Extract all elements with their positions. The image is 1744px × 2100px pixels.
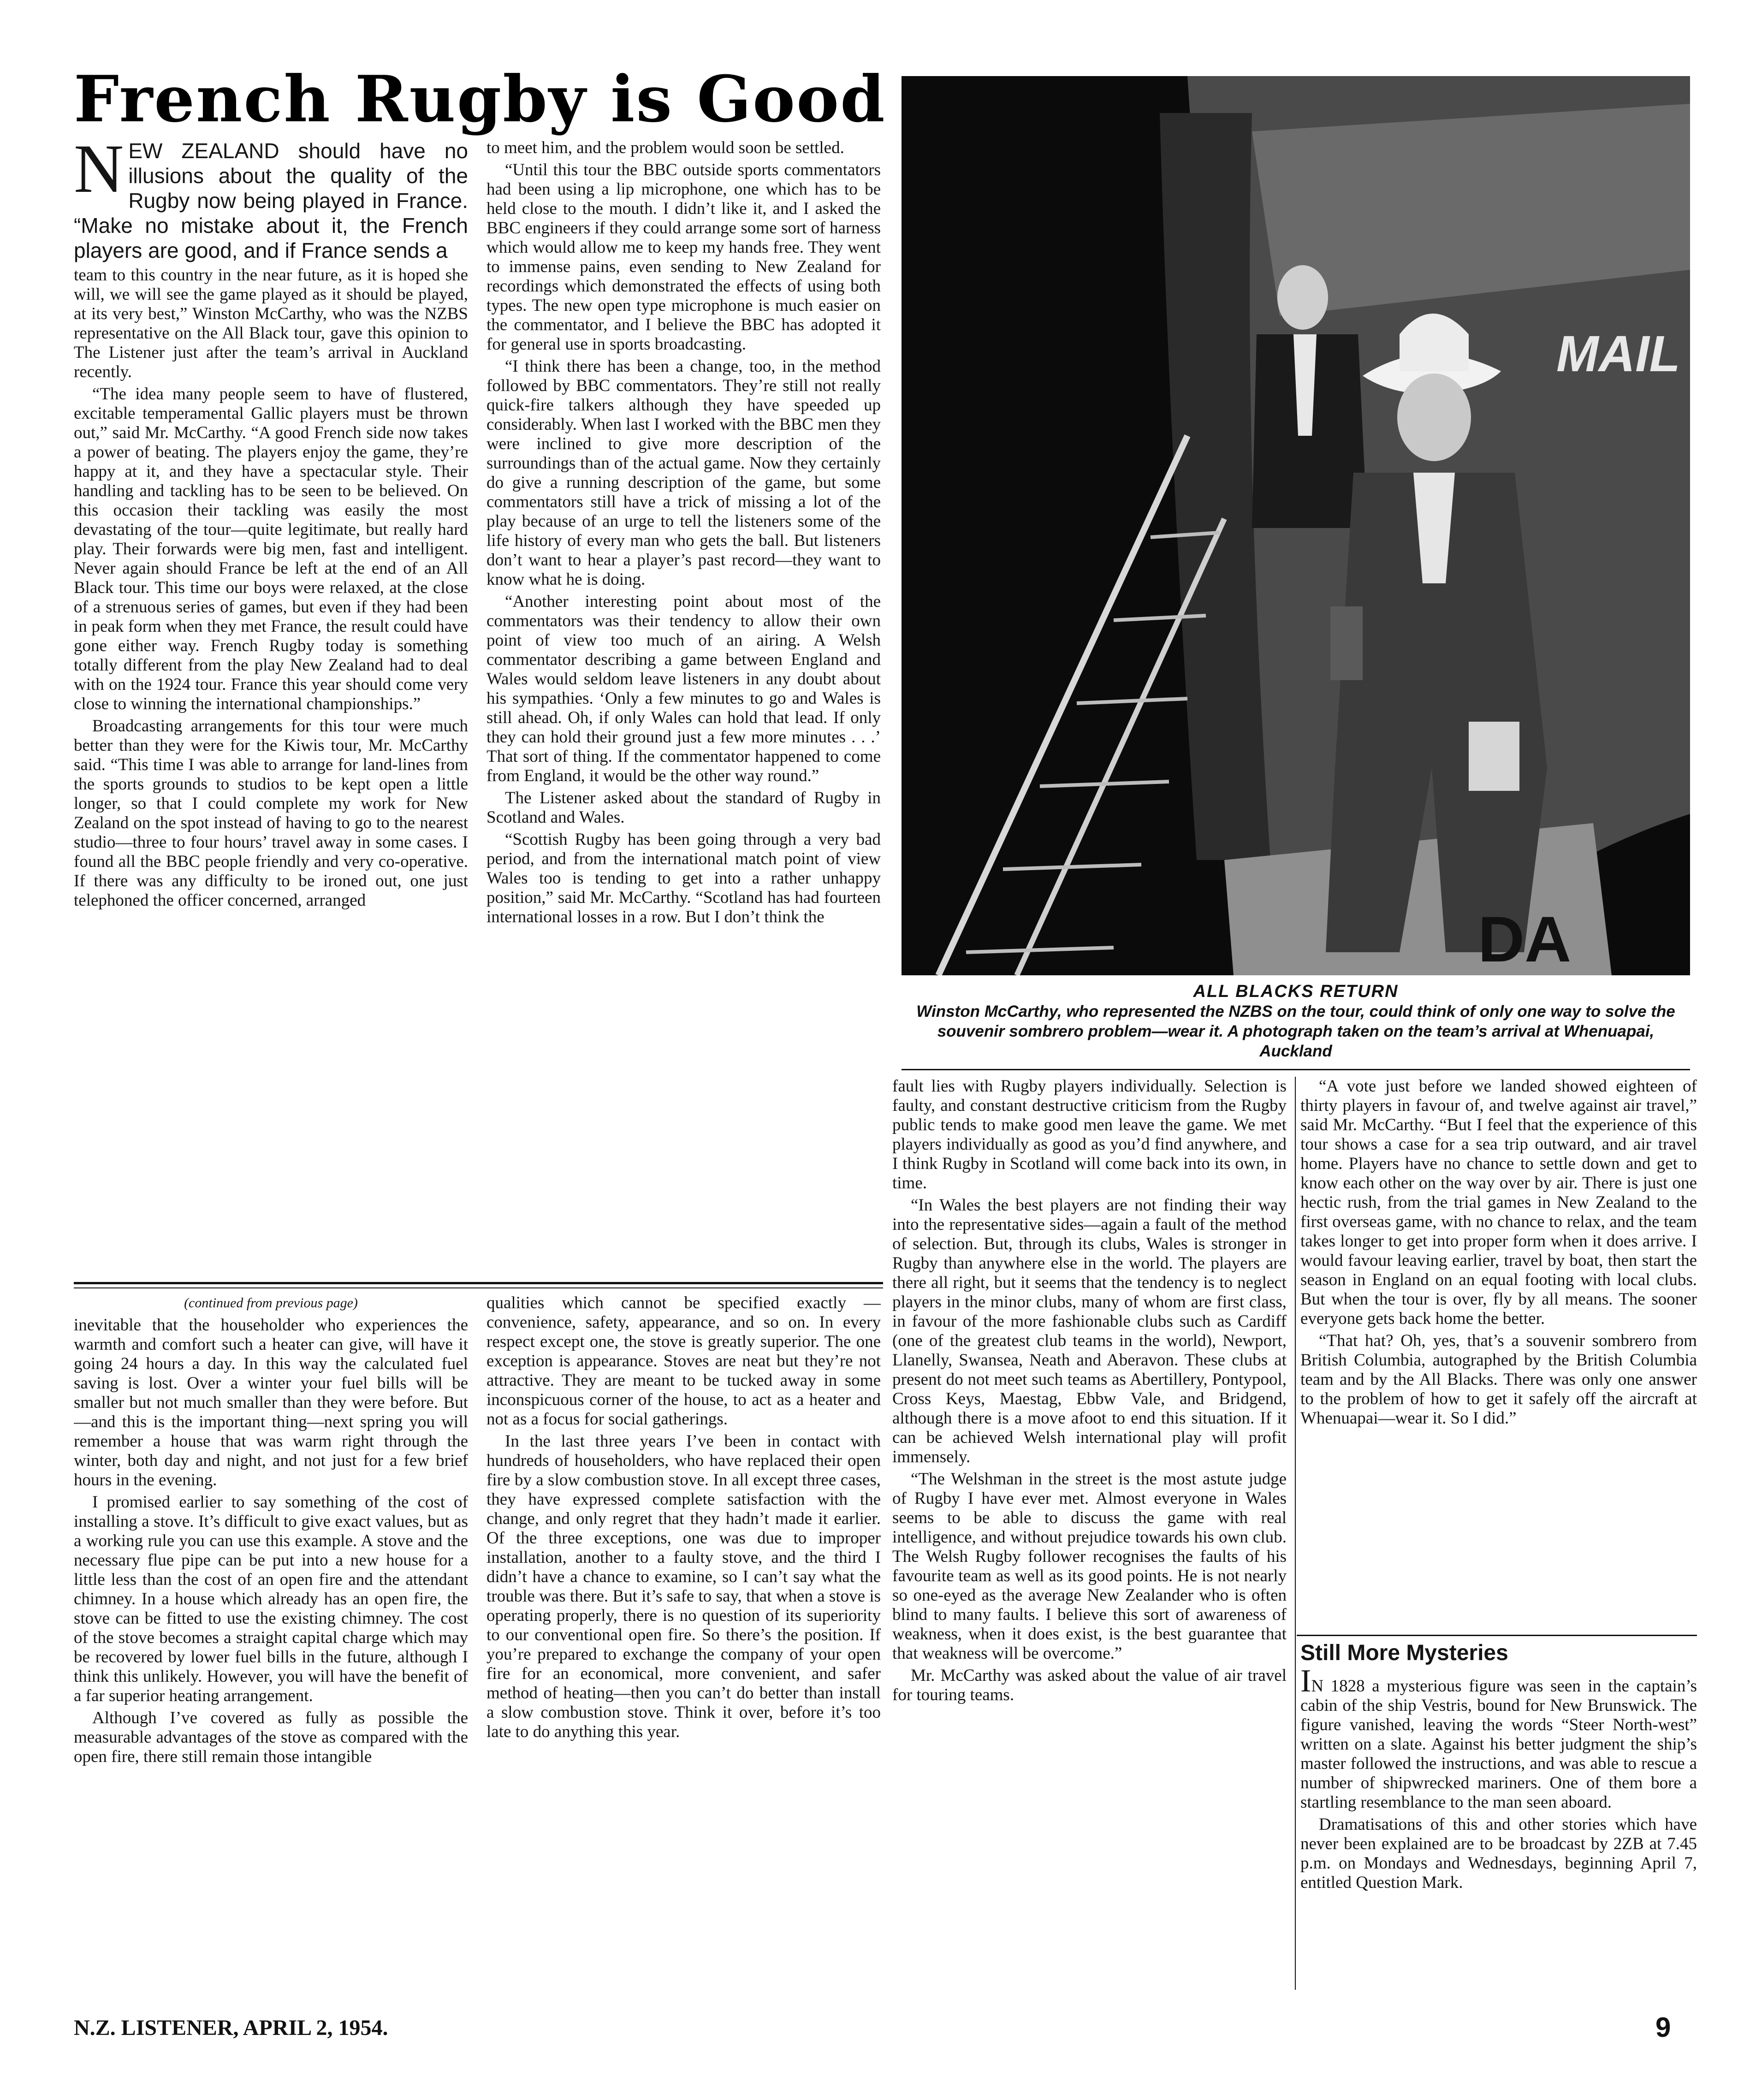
article-column-1 (74, 138, 468, 1273)
paragraph: “Another interesting point about most of the commentators was their tendency to allow their own point of view too much of an airing. A Welsh commentator describing a game between England and Wales would seldom leave listeners in any doubt about his sympathies. ‘Only a few minutes to go and Wales is still ahead. Oh, if only Wales can hold that lead. If only they can hold their ground just a few more minutes . . .’ That sort of thing. If the commentator happened to come from England, it would be the other way round.” (486, 592, 881, 785)
paragraph: I promised earlier to say something of the cost of installing a stove. It’s difficult to give exact values, but as a working rule you can use this example. A stove and the necessary flue pipe can be put into a new house for a little less than the cost of an open fire and the attendant chimney. In a house which already has an open fire, the stove can be fitted to use the existing chimney. The cost of the stove becomes a straight capital charge which may be recovered by lower fuel bills in the future, although I think this unlikely. However, you will have the benefit of a far superior heating arrangement. (74, 1493, 468, 1705)
paragraph: Broadcasting arrangements for this tour were much better than they were for the Kiwis tour, Mr. McCarthy said. “This time I was able to arrange for land-lines from the sports grounds to studios to be kept open a little longer, so that I could complete my work for New Zealand on the spot instead of having to go to the nearest studio—three to four hours’ travel away in some cases. I found all the BBC people friendly and very co-operative. If there was any difficulty to be ironed out, one just telephoned the officer concerned, arranged (74, 717, 468, 910)
drop-cap: N (74, 138, 124, 207)
paragraph: Dramatisations of this and other stories which have never been explained are to be broadcast by 2ZB at 7.45 p.m. on Mondays and Wednesdays, beginning April 7, entitled Question Mark. (1300, 1815, 1697, 1892)
stove-column-1 (74, 1293, 468, 1994)
paragraph: The Listener asked about the standard of Rugby in Scotland and Wales. (486, 789, 881, 827)
paragraph: inevitable that the householder who experiences the warmth and comfort such a heater can give, will have it going 24 hours a day. In this way the calculated fuel saving is lost. Over a winter your fuel bills will be smaller but not much smaller than they were before. But—and this is the important thing—next spring you will remember a house that was warm right through the winter, both day and night, and not just for a few brief hours in the evening. (74, 1316, 468, 1489)
page-number: 9 (1655, 2012, 1671, 2043)
paragraph: team to this country in the near future, as it is hoped she will, we will see the game played as it should be played, at its very best,” Winston McCarthy, who was the NZBS representative on the All Black tour, gave this opinion to The Listener just after the team’s arrival in Auckland recently. (74, 266, 468, 381)
paragraph: “The Welshman in the street is the most astute judge of Rugby I have ever met. Almost everyone in Wales seems to be able to discuss the game with real intelligence, and without prejudice towards his own club. The Welsh Rugby follower recognises the faults of his favourite team as well as its good points. He is not nearly so one-eyed as the average New Zealander who is often blind to many faults. I believe this sort of awareness of weakness, when it does exist, is the best guarantee that that weakness will be overcome.” (892, 1470, 1287, 1663)
photo-illustration (902, 76, 1690, 975)
section-rule-thick (74, 1282, 883, 1284)
step-text: DA (1478, 903, 1572, 975)
article-column-4 (1300, 1077, 1697, 1625)
paragraph: qualities which cannot be specified exactly — convenience, safety, appearance, and so on. In every respect except one, the stove is greatly superior. The one exception is appearance. Stoves are neat but they’re not attractive. They are meant to be tucked away in some inconspicuous corner of the house, to act as a heater and not as a focus for social gatherings. (486, 1293, 881, 1429)
mysteries-dropcap: I (1300, 1663, 1311, 1699)
paragraph: “A vote just before we landed showed eighteen of thirty players in favour of, and twelve against air travel,” said Mr. McCarthy. “But I feel that the experience of this tour shows a case for a sea trip outward, and air travel home. Players have no chance to settle down and get to know each other on the way over by air. There is just one hectic rush, from the trial games in New Zealand to the first overseas game, with no chance to relax, and the team takes longer to get into proper form when it does arrive. I would favour leaving earlier, travel by boat, then start the season in England on an equal footing with local clubs. But when the tour is over, fly by all means. The sooner everyone gets back home the better. (1300, 1077, 1697, 1328)
paragraph: “Until this tour the BBC outside sports commentators had been using a lip microphone, one which has to be held close to the mouth. I didn’t like it, and I asked the BBC engineers if they could arrange some sort of harness which would allow me to keep my hands free. They went to immense pains, even sending to New Zealand for recordings which demonstrated the effects of using both types. The new open type microphone is much easier on the commentator, and I believe the BBC has adopted it for general use in sports broadcasting. (486, 160, 881, 354)
mysteries-box (1300, 1639, 1697, 1990)
paragraph (1300, 1663, 1697, 1812)
box-rule-top (1297, 1635, 1697, 1636)
photograph-all-blacks-return (902, 76, 1690, 975)
photo-caption-heading: ALL BLACKS RETURN (1193, 982, 1399, 1001)
paragraph: “Scottish Rugby has been going through a very bad period, and from the international match point of view Wales too is tending to get into a rather unhappy position,” said Mr. McCarthy. “Scotland has had fourteen international losses in a row. But I don’t think the (486, 830, 881, 926)
paragraph: fault lies with Rugby players individually. Selection is faulty, and constant destructive criticism from the Rugby public tends to make good men leave the game. We met players individually as good as you’d find anywhere, and I think Rugby in Scotland will come back into its own, in time. (892, 1077, 1287, 1192)
photo-caption: Winston McCarthy, who represented the NZBS on the tour, could think of only one way to solve the souvenir sombrero problem—wear it. A photograph taken on the team’s arrival at Whenuapai, Auckland (916, 1003, 1675, 1060)
caption-rule (902, 1069, 1690, 1070)
paragraph: “I think there has been a change, too, in the method followed by BBC commentators. They’re still not really quick-fire talkers although they have speeded up considerably. When last I worked with the BBC men they were inclined to give more description of the surroundings than of the actual game. Now they certainly do give a running description of the game, but some commentators still have a trick of missing a lot of the play because of an urge to tell the listeners some of the life history of every man who gets the ball. But listeners don’t want to hear a player’s past record—they want to know what he is doing. (486, 357, 881, 589)
mysteries-heading: Still More Mysteries (1300, 1641, 1508, 1665)
paragraph: Although I’ve covered as fully as possible the measurable advantages of the stove as compared with the open fire, there still remain those intangible (74, 1708, 468, 1766)
article-column-3 (892, 1077, 1287, 1990)
article-lead (74, 138, 468, 263)
paragraph: “That hat? Oh, yes, that’s a souvenir sombrero from British Columbia, autographed by the British Columbia team and by the All Blacks. There was only one answer to the problem of how to get it safely off the aircraft at Whenuapai—wear it. So I did.” (1300, 1331, 1697, 1428)
column-divider (1295, 1077, 1296, 1990)
fuselage-text: MAIL (1556, 326, 1680, 382)
section-rule-thin (74, 1287, 883, 1288)
paragraph: “In Wales the best players are not finding their way into the representative sides—again a fault of the method of selection. But, through its clubs, Wales is stronger in Rugby than anywhere else in the world. The players are there all right, but it seems that the tendency is to neglect players in the minor clubs, many of whom are first class, in favour of the more fashionable clubs such as Cardiff (one of the greatest club teams in the world), Newport, Llanelly, Swansea, Neath and Aberavon. These clubs at present do not meet such teams as Abertillery, Pontypool, Cross Keys, Maestag, Ebbw Vale, and Bridgend, although there is a move afoot to end this situation. If it can be achieved Welsh international play will profit immensely. (892, 1196, 1287, 1466)
stove-column-2 (486, 1293, 881, 1994)
mysteries-text: N 1828 a mysterious figure was seen in the captain’s cabin of the ship Vestris, bound for New Brunswick. The figure vanished, leaving the words “Steer North-west” written on a slate. Against his better judgment the ship’s master followed the instructions, and was able to rescue a number of shipwrecked mariners. One of them bore a startling resemblance to the man seen aboard. (1300, 1677, 1697, 1812)
article-title: French Rugby is Good (74, 61, 886, 136)
lead-paragraph: EW ZEALAND should have no illusions about the quality of the Rugby now being played in France. “Make no mistake about it, the French players are good, and if France sends a (74, 139, 468, 262)
article-column-2 (486, 138, 881, 1273)
paragraph: to meet him, and the problem would soon be settled. (486, 138, 844, 157)
paragraph: Mr. McCarthy was asked about the value of air travel for touring teams. (892, 1666, 1287, 1704)
paragraph: In the last three years I’ve been in contact with hundreds of householders, who have replaced their open fire by a slow combustion stove. In all except three cases, they have expressed complete satisfaction with the change, and only regret that they hadn’t made it earlier. Of the three exceptions, one was due to improper installation, another to a faulty stove, and the third I didn’t have a chance to examine, so I can’t say what the trouble was there. But it’s safe to say, that when a stove is operating properly, there is no question of its superiority to our conventional open fire. So there’s the position. If you’re prepared to exchange the company of your open fire for an economical, more convenient, and safer method of heating—then you can’t do better than install a slow combustion stove. Think it over, before it’s too late to do anything this year. (486, 1432, 881, 1741)
publication-footer: N.Z. LISTENER, APRIL 2, 1954. (74, 2016, 388, 2040)
paragraph: “The idea many people seem to have of flustered, excitable temperamental Gallic players must be thrown out,” said Mr. McCarthy. “A good French side now takes a power of beating. The players enjoy the game, they’re happy at it, and they have a spectacular style. Their handling and tackling has to be seen to be believed. On this occasion their tackling was easily the most devastating of the tour—quite legitimate, but really hard play. Their forwards were big men, fast and intelligent. Never again should France be left at the end of an All Black tour. This time our boys were relaxed, at the close of a strenuous series of games, but even if they had been in peak form when they met France, the result could have gone either way. French Rugby today is something totally different from the play New Zealand had to deal with on the 1924 tour. France this year should come very close to winning the international championships.” (74, 385, 468, 713)
continued-note: (continued from previous page) (184, 1295, 358, 1311)
